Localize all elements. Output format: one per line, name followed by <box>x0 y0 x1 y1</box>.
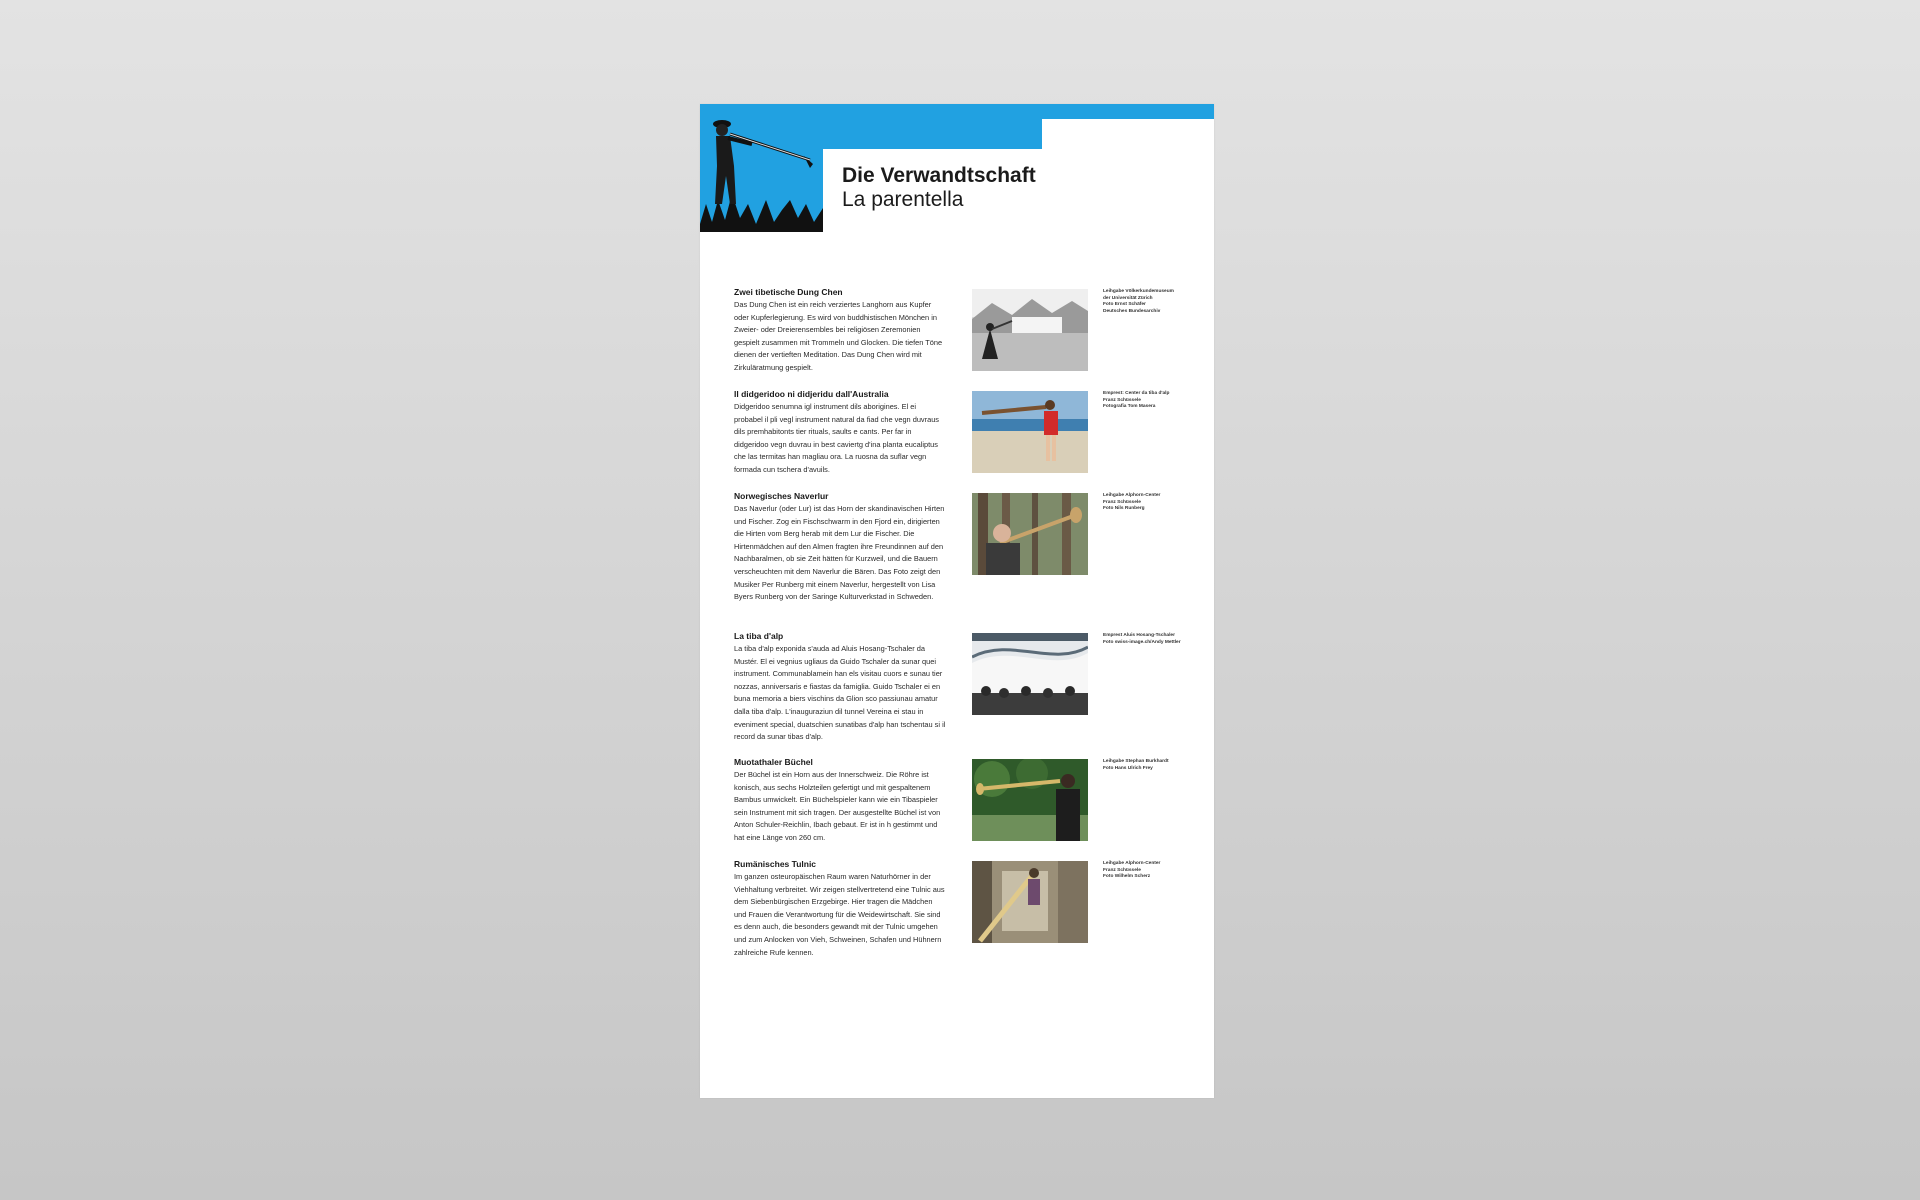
section-body: La tiba d'alp exponida s'auda ad Aluis Hosang-Tschaler da Mustér. El ei vegnius ugliaus da Guido Tschaler da sunar quei instrument. Communablamein han els visitau cuors e sunau tier nozzas, anniversaris e fiastas da famiglia. Guido Tschaler ei en buna memoria a biers vischins da Glion sco passiunau amatur dalla tiba d'alp. L'inauguraziun dil tunnel Vereina ei stau in eveniment special, duatschien sunatibas d'alp han tschentau si il record da sunar tibas d'alp. <box>734 644 946 742</box>
section-body: Der Büchel ist ein Horn aus der Innerschweiz. Die Röhre ist konisch, aus sechs Holzteilen gefertigt und mit gespaltenem Bambus umwickelt. Ein Büchelspieler kann wie ein Tibaspieler sein Instrument mit sich tragen. Der ausgestellte Büchel ist von Anton Schuler-Reichlin, Ibach gebaut. Er ist in h gestimmt und hat eine Länge von 260 cm. <box>734 770 941 842</box>
page-title: Die Verwandtschaft <box>842 164 1036 187</box>
section-body: Das Dung Chen ist ein reich verziertes Langhorn aus Kupfer oder Kupferlegierung. Es wird von buddhistischen Mönchen in Zweier- oder Dreierensembles bei religiösen Zeremonien gespielt zusammen mit Trommeln und Glocken. Die tiefen Töne dienen der vertieften Meditation. Das Dung Chen wird mit Zirkuläratmung gespielt. <box>734 300 943 372</box>
photo-didgeridoo <box>972 391 1088 473</box>
credit-tiba-dalp: Emprest Aluis Hosang-Tschaler Foto swiss-image.ch/Andy Mettler <box>1103 633 1181 645</box>
alphorn-player-logo <box>700 104 823 232</box>
title-block <box>842 164 1036 212</box>
section-dung-chen <box>734 287 946 375</box>
photo-tulnic <box>972 861 1088 943</box>
section-muotathaler-buechel <box>734 757 946 845</box>
section-title: Il didgeridoo ni didjeridu dall'Australia <box>734 389 889 399</box>
section-title: Rumänisches Tulnic <box>734 859 817 869</box>
credit-naverlur: Leihgabe Alphorn-Center Franz Schüssele Foto Nils Runberg <box>1103 493 1161 512</box>
section-naverlur <box>734 491 946 604</box>
section-tiba-dalp <box>734 631 946 744</box>
photo-tiba-dalp <box>972 633 1088 715</box>
section-title: Norwegisches Naverlur <box>734 491 829 501</box>
credit-didgeridoo: Emprest: Center da tiba d'alp Franz Schüssele Fotografia Tom Masera <box>1103 391 1170 410</box>
section-title: La tiba d'alp <box>734 631 784 641</box>
section-body: Das Naverlur (oder Lur) ist das Horn der skandinavischen Hirten und Fischer. Zog ein Fischschwarm in den Fjord ein, dirigierten die Hirten vom Berg herab mit dem Lur die Fischer. Die Hirtenmädchen auf den Almen fragten ihre Freundinnen auf den Nachbaralmen, ob sie Zeit hätten für Kurzweil, und die Bauern verscheuchten mit dem Naverlur die Bären. Das Foto zeigt den Musiker Per Runberg mit einem Naverlur, hergestellt von Lisa Byers Runberg von der Saringe Kulturverkstad in Schweden. <box>734 504 945 602</box>
photo-naverlur <box>972 493 1088 575</box>
photo-dung-chen <box>972 289 1088 371</box>
credit-dung-chen: Leihgabe Völkerkundemuseum der Universität Zürich Foto Ernst Schäfer Deutsches Bundesarchiv <box>1103 289 1174 314</box>
section-body: Im ganzen osteuropäischen Raum waren Naturhörner in der Viehhaltung verbreitet. Wir zeigen stellvertretend eine Tulnic aus dem Siebenbürgischen Erzgebirge. Hier tragen die Mädchen und Frauen die Verantwortung für die Weidewirtschaft. Sie sind es denn auch, die besonders gewandt mit der Tulnic umgehen und zum Anlocken von Vieh, Schweinen, Schafen und Hühnern zahlreiche Rufe kennen. <box>734 872 945 957</box>
photo-muotathaler-buechel <box>972 759 1088 841</box>
credit-muotathaler-buechel: Leihgabe Stephan Burkhardt Foto Hans Ulrich Frey <box>1103 759 1169 771</box>
section-didgeridoo <box>734 389 946 477</box>
section-title: Muotathaler Büchel <box>734 757 813 767</box>
section-title: Zwei tibetische Dung Chen <box>734 287 843 297</box>
page-subtitle: La parentella <box>842 188 964 211</box>
section-tulnic <box>734 859 946 959</box>
credit-tulnic: Leihgabe Alphorn-Center Franz Schüssele Foto Wilhelm Scherz <box>1103 861 1161 880</box>
exhibition-poster <box>700 104 1214 1098</box>
section-body: Didgeridoo senumna igl instrument dils aborigines. El ei probabel il pli vegl instrument natural da fiad che vegn duvraus dils premhabitonts tier rituals, saults e cants. Per far in didgeridoo vegn duvrau in best caviertg d'ina planta eucaliptus che las termitas han magliau ora. La ruosna da suflar vegn formada cun tschera d'avuils. <box>734 402 940 474</box>
